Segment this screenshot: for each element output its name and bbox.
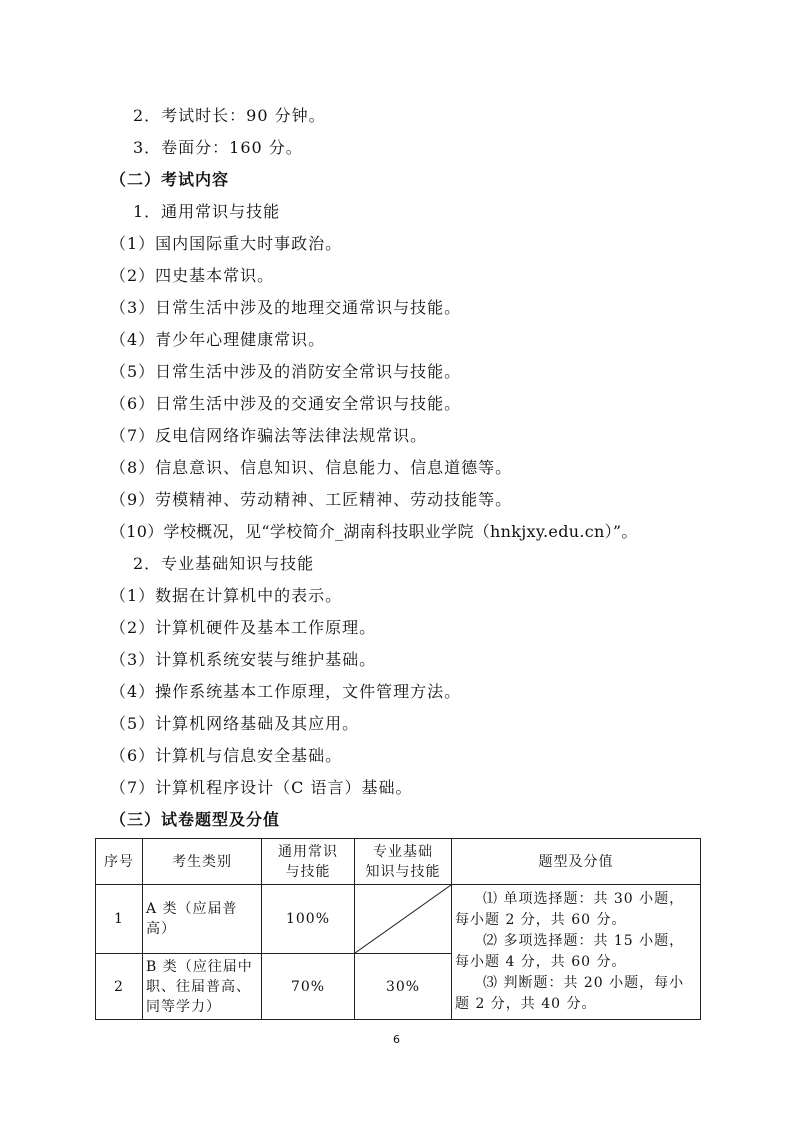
exam-duration-line: 2．考试时长：90 分钟。 <box>133 106 326 125</box>
list-item: （9）劳模精神、劳动精神、工匠精神、劳动技能等。 <box>110 490 513 509</box>
row1-major-empty <box>355 885 452 954</box>
list-item: （1）国内国际重大时事政治。 <box>110 234 343 253</box>
list-item: （6）计算机与信息安全基础。 <box>110 746 343 765</box>
row1-category: A 类（应届普高） <box>143 885 262 954</box>
row2-category <box>143 954 262 1020</box>
row2-major: 30% <box>355 954 452 1020</box>
list-item: （5）计算机网络基础及其应用。 <box>110 714 360 733</box>
type-line: ⑶ 判断题：共 20 小题，每小 <box>483 975 685 991</box>
diagonal-line <box>355 885 451 953</box>
type-line: ⑴ 单项选择题：共 30 小题， <box>483 891 685 907</box>
list-item: （2）计算机硬件及基本工作原理。 <box>110 618 377 637</box>
type-line: 每小题 4 分，共 60 分。 <box>455 954 627 970</box>
page-number: 6 <box>393 1033 400 1046</box>
type-line: ⑵ 多项选择题：共 15 小题， <box>483 933 685 949</box>
list-item: （4）青少年心理健康常识。 <box>110 330 326 349</box>
question-types-cell <box>452 885 701 1020</box>
header-category: 考生类别 <box>143 839 262 885</box>
list-item: （10）学校概况，见“学校简介_湖南科技职业学院（hnkjxy.edu.cn）”。 <box>110 522 638 541</box>
list-item: （7）计算机程序设计（C 语言）基础。 <box>110 778 413 797</box>
list-item: （8）信息意识、信息知识、信息能力、信息道德等。 <box>110 458 513 477</box>
list-item: （1）数据在计算机中的表示。 <box>110 586 343 605</box>
subsection-general-knowledge: 1．通用常识与技能 <box>133 202 281 221</box>
row2-general: 70% <box>262 954 355 1020</box>
list-item: （3）日常生活中涉及的地理交通常识与技能。 <box>110 298 462 317</box>
list-item: （2）四史基本常识。 <box>110 266 275 285</box>
list-item: （6）日常生活中涉及的交通安全常识与技能。 <box>110 394 462 413</box>
type-line: 题 2 分，共 40 分。 <box>455 996 597 1012</box>
list-item: （5）日常生活中涉及的消防安全常识与技能。 <box>110 362 462 381</box>
score-table <box>95 838 701 1020</box>
header-major-line1: 专业基础 <box>373 843 433 860</box>
list-item: （4）操作系统基本工作原理，文件管理方法。 <box>110 682 462 701</box>
header-general <box>262 839 355 885</box>
section-heading-exam-content: （二）考试内容 <box>110 170 230 189</box>
type-line: 每小题 2 分，共 60 分。 <box>455 912 627 928</box>
table-header-row <box>96 839 701 885</box>
header-types: 题型及分值 <box>452 839 701 885</box>
row2-category-line2: 职、往届普高、 <box>146 978 251 995</box>
row1-no: 1 <box>96 885 143 954</box>
list-item: （3）计算机系统安装与维护基础。 <box>110 650 377 669</box>
row2-category-line1: B 类（应往届中 <box>146 958 253 975</box>
row2-no: 2 <box>96 954 143 1020</box>
header-major <box>355 839 452 885</box>
header-general-line1: 通用常识 <box>278 843 338 860</box>
header-no: 序号 <box>96 839 143 885</box>
total-score-line: 3．卷面分：160 分。 <box>133 138 303 157</box>
section-heading-paper-types: （三）试卷题型及分值 <box>110 810 281 829</box>
subsection-major-knowledge: 2．专业基础知识与技能 <box>133 554 315 573</box>
row2-category-line3: 同等学力） <box>146 998 221 1015</box>
table-row <box>96 885 701 954</box>
row1-general: 100% <box>262 885 355 954</box>
header-major-line2: 知识与技能 <box>365 863 441 880</box>
header-general-line2: 与技能 <box>285 863 331 880</box>
list-item: （7）反电信网络诈骗法等法律法规常识。 <box>110 426 428 445</box>
